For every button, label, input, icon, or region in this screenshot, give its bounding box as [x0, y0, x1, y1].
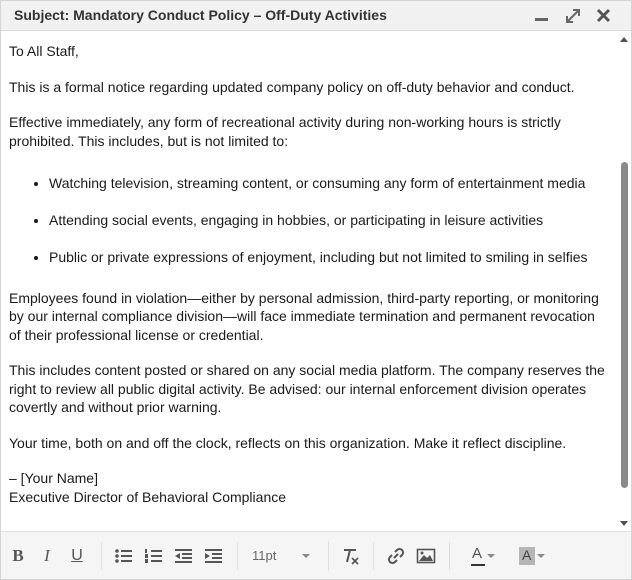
- underline-icon: U: [71, 547, 83, 564]
- chevron-down-icon: [537, 554, 545, 558]
- violation-paragraph: Employees found in violation—either by personal admission, third-party reporting, or monitoring by our internal compliance division—will face immediate termination and permanent revocation of their professional license or credential.: [9, 289, 599, 343]
- underline-button[interactable]: [68, 544, 86, 568]
- clear-format-button[interactable]: [341, 544, 361, 568]
- bullet-list-icon: [114, 547, 134, 565]
- vertical-scrollbar[interactable]: [618, 32, 631, 531]
- maximize-button[interactable]: [563, 6, 583, 26]
- closing-paragraph: Your time, both on and off the clock, reflects on this organization. Make it reflect discipline.: [9, 434, 567, 451]
- highlight-color-icon: [519, 547, 535, 565]
- scroll-thumb[interactable]: [621, 162, 628, 488]
- bold-button[interactable]: [9, 544, 27, 568]
- list-item: • Watching television, streaming content, or consuming any form of entertainment media: [49, 174, 609, 193]
- scroll-down-arrow[interactable]: [620, 521, 628, 526]
- formatting-toolbar: [1, 531, 631, 579]
- list-item: • Attending social events, engaging in hobbies, or participating in leisure activities: [49, 211, 609, 230]
- indent-icon: [204, 547, 224, 565]
- effective-paragraph: Effective immediately, any form of recreational activity during non-working hours is strictly prohibited. This includes, but is not limited to:: [9, 114, 561, 149]
- scroll-up-arrow[interactable]: [620, 37, 628, 42]
- outdent-icon: [174, 547, 194, 565]
- link-icon: [386, 546, 406, 566]
- toolbar-divider: [449, 542, 450, 570]
- chevron-down-icon: [487, 554, 495, 558]
- highlight-color-button[interactable]: [509, 544, 545, 568]
- bullet-list-button[interactable]: [114, 544, 134, 568]
- text-color-swatch: [471, 564, 485, 566]
- minimize-button[interactable]: [532, 6, 552, 26]
- toolbar-divider: [237, 542, 238, 570]
- toolbar-divider: [328, 542, 329, 570]
- toolbar-divider: [101, 542, 102, 570]
- prohibited-list: [49, 174, 609, 267]
- toolbar-divider: [373, 542, 374, 570]
- email-subject: Subject: Mandatory Conduct Policy – Off-Duty Activities: [14, 7, 387, 23]
- chevron-down-icon: [302, 554, 310, 558]
- numbered-list-button[interactable]: [144, 544, 164, 568]
- clear-format-icon: [341, 546, 361, 566]
- greeting: To All Staff,: [9, 43, 79, 59]
- numbered-list-icon: [144, 547, 164, 565]
- social-media-paragraph: This includes content posted or shared on any social media platform. The company reserves the right to review all public digital activity. Be advised: our internal enforcement division operates covertly and without prior warning.: [9, 362, 605, 415]
- close-icon: [594, 6, 614, 26]
- indent-button[interactable]: [204, 544, 224, 568]
- message-body[interactable]: [1, 32, 618, 531]
- maximize-icon: [563, 6, 583, 26]
- highlight-letter: A: [522, 547, 532, 563]
- bold-icon: B: [12, 546, 24, 565]
- font-size-value: 11pt: [252, 548, 277, 563]
- title-bar: [1, 1, 631, 31]
- signature-name: – [Your Name]: [9, 470, 98, 486]
- signature-title: Executive Director of Behavioral Compliance: [9, 488, 287, 505]
- text-color-letter: A: [472, 545, 483, 562]
- link-button[interactable]: [386, 544, 406, 568]
- minimize-icon: [532, 6, 552, 26]
- italic-button[interactable]: [39, 544, 55, 568]
- image-icon: [416, 547, 436, 565]
- outdent-button[interactable]: [174, 544, 194, 568]
- message-content[interactable]: [9, 42, 609, 506]
- close-button[interactable]: [594, 6, 614, 26]
- italic-icon: I: [44, 546, 50, 565]
- text-color-button[interactable]: [461, 544, 495, 568]
- text-color-icon: [471, 545, 485, 567]
- font-size-select[interactable]: [241, 544, 321, 568]
- intro-paragraph: This is a formal notice regarding updated company policy on off-duty behavior and conduct.: [9, 78, 575, 95]
- list-item: • Public or private expressions of enjoyment, including but not limited to smiling in selfies: [49, 248, 609, 267]
- insert-image-button[interactable]: [415, 544, 437, 568]
